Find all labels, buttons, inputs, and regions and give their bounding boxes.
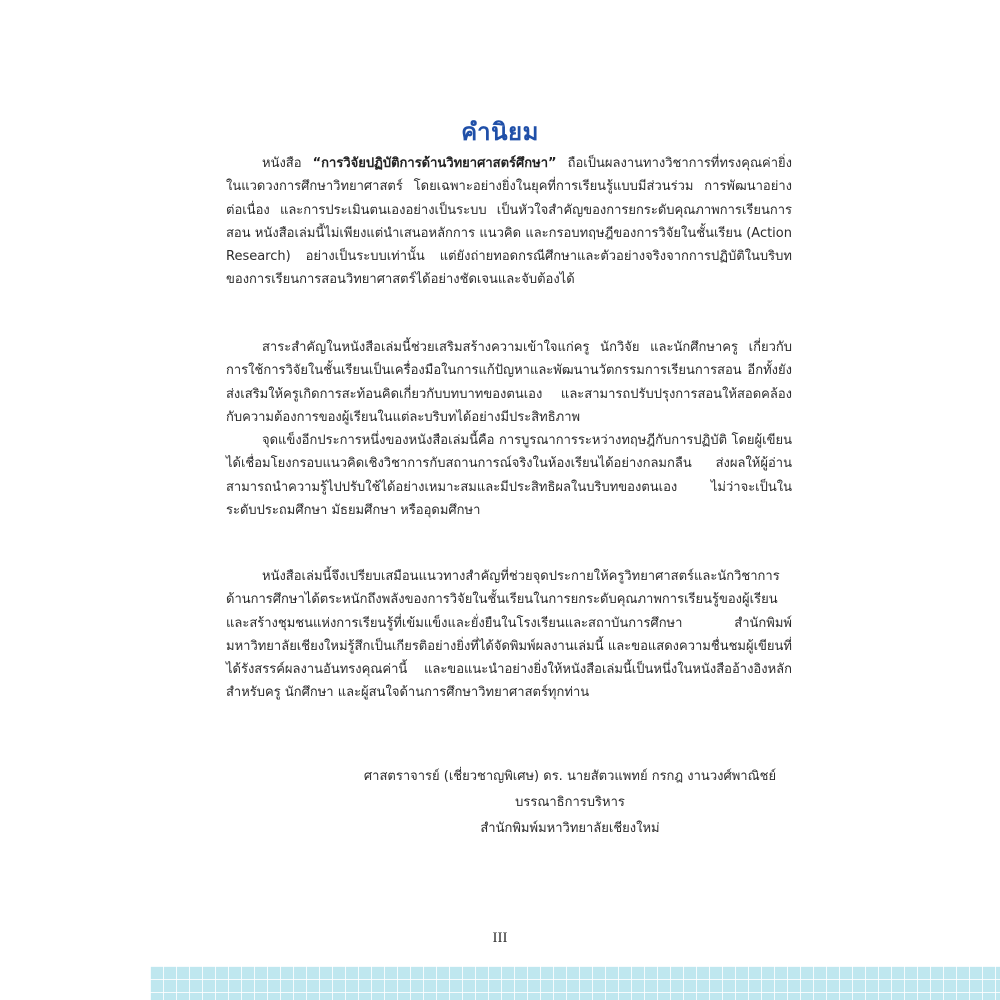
signatory-position: บรรณาธิการบริหาร bbox=[515, 795, 625, 810]
preface-paragraph-group-2 bbox=[226, 336, 792, 522]
signatory-name: ศาสตราจารย์ (เชี่ยวชาญพิเศษ) ดร. นายสัตวแพทย์ กรกฎ งานวงศ์พาณิชย์ bbox=[363, 769, 777, 784]
preface-paragraph-1 bbox=[226, 152, 792, 292]
page-number: III bbox=[492, 930, 508, 946]
signatory-organization: สำนักพิมพ์มหาวิทยาลัยเชียงใหม่ bbox=[480, 821, 660, 836]
preface-paragraph-4: หนังสือเล่มนี้จึงเปรียบเสมือนแนวทางสำคัญที่ช่วยจุดประกายให้ครูวิทยาศาสตร์และนักวิชาการด้านการศึกษาได้ตระหนักถึงพลังของการวิจัยในชั้นเรียนในการยกระดับคุณภาพการเรียนรู้ของผู้เรียน และสร้างชุมชนแห่งการเรียนรู้ที่เข้มแข็งและยั่งยืนในโรงเรียนและสถาบันการศึกษา สำนักพิมพ์มหาวิทยาลัยเชียงใหม่รู้สึกเป็นเกียรติอย่างยิ่งที่ได้จัดพิมพ์ผลงานเล่มนี้ และขอแสดงความชื่นชมผู้เขียนที่ได้รังสรรค์ผลงานอันทรงคุณค่านี้ และขอแนะนำอย่างยิ่งให้หนังสือเล่มนี้เป็นหนึ่งในหนังสืออ้างอิงหลักสำหรับครู นักศึกษา และผู้สนใจด้านการศึกษาวิทยาศาสตร์ทุกท่าน bbox=[226, 569, 792, 701]
book-title: “การวิจัยปฏิบัติการด้านวิทยาศาสตร์ศึกษา” bbox=[312, 156, 557, 171]
preface-paragraph-4-block bbox=[226, 565, 792, 705]
signature-block bbox=[360, 764, 780, 842]
decorative-grid-strip bbox=[150, 966, 1000, 1000]
preface-paragraph-2: สาระสำคัญในหนังสือเล่มนี้ช่วยเสริมสร้างความเข้าใจแก่ครู นักวิจัย และนักศึกษาครู เกี่ยวกับการใช้การวิจัยในชั้นเรียนเป็นเครื่องมือในการแก้ปัญหาและพัฒนานวัตกรรมการเรียนการสอน อีกทั้งยังส่งเสริมให้ครูเกิดการสะท้อนคิดเกี่ยวกับบทบาทของตนเอง และสามารถปรับปรุงการสอนให้สอดคล้องกับความต้องการของผู้เรียนในแต่ละบริบทได้อย่างมีประสิทธิภาพ bbox=[226, 340, 792, 425]
page-title: คำนิยม bbox=[461, 118, 539, 146]
paragraph-1-prefix: หนังสือ bbox=[262, 156, 313, 171]
paragraph-1-text: ถือเป็นผลงานทางวิชาการที่ทรงคุณค่ายิ่งในแวดวงการศึกษาวิทยาศาสตร์ โดยเฉพาะอย่างยิ่งในยุคที่การเรียนรู้แบบมีส่วนร่วม การพัฒนาอย่างต่อเนื่อง และการประเมินตนเองอย่างเป็นระบบ เป็นหัวใจสำคัญของการยกระดับคุณภาพการเรียนการสอน หนังสือเล่มนี้ไม่เพียงแต่นำเสนอหลักการ แนวคิด และกรอบทฤษฎีของการวิจัยในชั้นเรียน (Action Research) อย่างเป็นระบบเท่านั้น แต่ยังถ่ายทอดกรณีศึกษาและตัวอย่างจริงจากการปฏิบัติในบริบทของการเรียนการสอนวิทยาศาสตร์ได้อย่างชัดเจนและจับต้องได้ bbox=[226, 156, 792, 288]
preface-paragraph-3: จุดแข็งอีกประการหนึ่งของหนังสือเล่มนี้คือ การบูรณาการระหว่างทฤษฎีกับการปฏิบัติ โดยผู้เขียนได้เชื่อมโยงกรอบแนวคิดเชิงวิชาการกับสถานการณ์จริงในห้องเรียนได้อย่างกลมกลืน ส่งผลให้ผู้อ่านสามารถนำความรู้ไปปรับใช้ได้อย่างเหมาะสมและมีประสิทธิผลในบริบทของตนเอง ไม่ว่าจะเป็นในระดับประถมศึกษา มัธยมศึกษา หรืออุดมศึกษา bbox=[226, 433, 792, 519]
